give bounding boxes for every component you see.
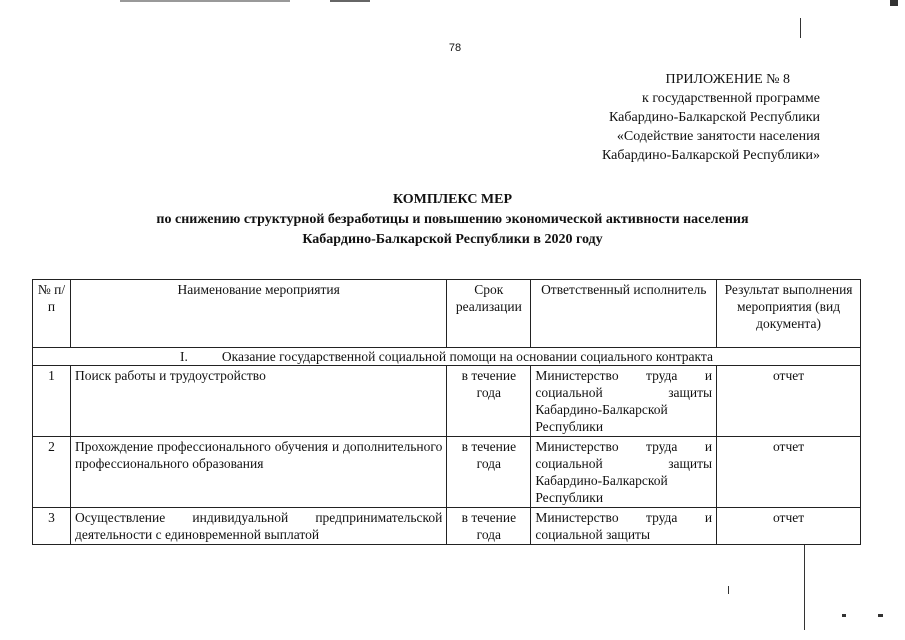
row-name: Поиск работы и трудоустройство [70, 366, 446, 437]
document-title [0, 190, 905, 250]
row-name: Осуществление индивидуальной предпринимательской деятельности с единовременной выплатой [70, 508, 446, 545]
scan-mark [120, 0, 290, 2]
table-header-row [33, 280, 861, 348]
row-result: отчет [717, 508, 861, 545]
title-line-2: по снижению структурной безработицы и повышению экономической активности населения [156, 212, 749, 227]
row-number: 2 [33, 437, 71, 508]
header-executor: Ответственный исполнитель [531, 280, 717, 348]
appendix-line: «Содействие занятости населения [616, 129, 820, 144]
table-row [33, 437, 861, 508]
scan-mark [842, 614, 846, 617]
section-title: Оказание государственной социальной помощи на основании социального контракта [221, 349, 713, 364]
measures-table [32, 279, 861, 545]
row-result: отчет [717, 437, 861, 508]
appendix-line: к государственной программе [642, 91, 820, 106]
table-row [33, 366, 861, 437]
row-executor: Министерство труда и социальной защиты Кабардино-Балкарской Республики [531, 437, 717, 508]
appendix-line: Кабардино-Балкарской Республики [609, 110, 820, 125]
section-row [33, 348, 861, 366]
header-name: Наименование мероприятия [70, 280, 446, 348]
appendix-line: ПРИЛОЖЕНИЕ № 8 [665, 72, 790, 87]
header-term: Срок реализации [447, 280, 531, 348]
section-cell [33, 348, 861, 366]
header-number: № п/п [33, 280, 71, 348]
row-term: в течение года [447, 508, 531, 545]
scan-mark [728, 586, 729, 594]
header-result: Результат выполнения мероприятия (вид документа) [717, 280, 861, 348]
row-number: 3 [33, 508, 71, 545]
row-executor: Министерство труда и социальной защиты Кабардино-Балкарской Республики [531, 366, 717, 437]
title-line-3: Кабардино-Балкарской Республики в 2020 году [302, 232, 603, 247]
row-name: Прохождение профессионального обучения и дополнительного профессионального образования [70, 437, 446, 508]
table-row [33, 508, 861, 545]
appendix-block [560, 70, 820, 165]
appendix-line: Кабардино-Балкарской Республики» [602, 148, 820, 163]
row-executor: Министерство труда и социальной защиты [531, 508, 717, 545]
row-term: в течение года [447, 366, 531, 437]
scan-mark [804, 545, 805, 630]
title-main: КОМПЛЕКС МЕР [392, 192, 513, 207]
section-number: I. [180, 349, 188, 364]
scan-mark [330, 0, 370, 2]
row-number: 1 [33, 366, 71, 437]
row-term: в течение года [447, 437, 531, 508]
page-number: 78 [448, 42, 462, 54]
scan-mark [800, 18, 801, 38]
scan-mark [890, 0, 898, 6]
scan-mark [878, 614, 883, 617]
row-result: отчет [717, 366, 861, 437]
